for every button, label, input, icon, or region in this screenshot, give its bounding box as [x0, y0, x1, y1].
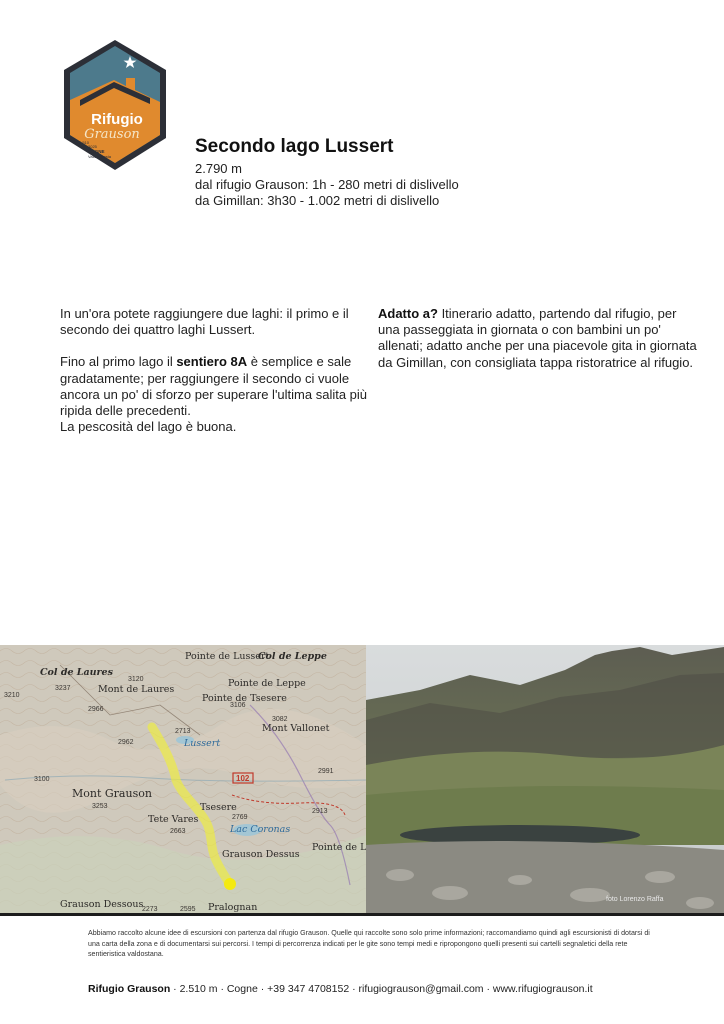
map-elevation-3100: 3100 — [34, 776, 50, 783]
map-elevation-2966: 2966 — [88, 706, 104, 713]
map-label-grauson-dessous: Grauson Dessous — [60, 899, 144, 910]
footer-divider — [0, 913, 724, 916]
logo-name-line1: Rifugio — [91, 111, 143, 128]
map-label-pointe-leppe: Pointe de Leppe — [228, 678, 306, 689]
map-elevation-2273: 2273 — [142, 906, 158, 913]
trail-name: sentiero 8A — [176, 354, 248, 370]
trail-map — [0, 645, 367, 913]
map-label-mont-vallonet: Mont Vallonet — [262, 723, 330, 734]
suitability-heading: Adatto a? — [378, 306, 438, 321]
map-elevation-2962: 2962 — [118, 739, 134, 746]
intro-paragraph: In un'ora potete raggiungere due laghi: il primo e il secondo dei quattro laghi Lussert. — [60, 306, 349, 338]
map-label-mont-grauson: Mont Grauson — [72, 787, 152, 800]
logo-town: COGNE — [88, 149, 105, 154]
trail-text-end: è semplice e sale gradatamente; per raggiungere il secondo ci vuole ancora un po' di sforzo per superare l'ultima salita più ripida delle precedenti. — [60, 354, 368, 419]
suitability-text: Itinerario adatto, partendo dal rifugio, per una passeggiata in giornata o con bambini un po' allenati; adatto anche per una piacevole gita in giornata da Gimillan, con consigliata tappa ristoratrice al rifugio. — [378, 306, 697, 370]
map-label-grauson-dessus: Grauson Dessus — [222, 849, 300, 860]
map-label-col-leppe: Col de Leppe — [258, 651, 327, 662]
map-label-mont-laures: Mont de Laures — [98, 684, 175, 695]
map-elevation-2713: 2713 — [175, 728, 191, 735]
map-elevation-3082: 3082 — [272, 716, 288, 723]
description-right — [378, 306, 698, 371]
page-title: Secondo lago Lussert — [195, 136, 394, 157]
map-label-pointe-tsesere: Pointe de Tsesere — [202, 693, 287, 704]
route-from-refuge: dal rifugio Grauson: 1h - 280 metri di dislivello — [195, 177, 459, 192]
map-label-lussert: Lussert — [184, 738, 221, 749]
suitability-paragraph — [378, 306, 698, 371]
fishing-note: La pescosità del lago è buona. — [60, 419, 237, 435]
images-strip — [0, 645, 724, 913]
map-elevation-2991: 2991 — [318, 768, 334, 775]
route-from-gimillan: da Gimillan: 3h30 - 1.002 metri di dislivello — [195, 193, 440, 208]
description-left — [60, 306, 370, 435]
contact-name: Rifugio Grauson — [88, 983, 171, 995]
logo-altitude: 2.510 — [79, 140, 90, 145]
altitude-line: 2.790 m — [195, 161, 242, 176]
contact-details: · 2.510 m · Cogne · +39 347 4708152 · rifugiograuson@gmail.com · www.rifugiograuson.it — [170, 983, 593, 995]
map-label-col-laures: Col de Laures — [40, 667, 113, 678]
map-elevation-3210: 3210 — [4, 692, 20, 699]
map-trail-number: 102 — [236, 774, 250, 783]
logo-name-line2: Grauson — [84, 127, 140, 142]
map-elevation-2769: 2769 — [232, 814, 248, 821]
map-elevation-2663: 2663 — [170, 828, 186, 835]
map-elevation-3106: 3106 — [230, 702, 246, 709]
logo-region: Valle d'Aosta — [88, 154, 111, 159]
title-block — [195, 136, 459, 209]
map-label-tsesere: Tsesere — [200, 802, 237, 813]
map-label-pointe-l: Pointe de L — [312, 842, 367, 853]
trail-text-start: Fino al primo lago il — [60, 354, 177, 370]
map-label-tete-vares: Tete Vares — [148, 814, 199, 825]
map-label-lac-coronas: Lac Coronas — [230, 824, 291, 835]
lake-photo — [366, 645, 724, 913]
map-label-pointe-lussert: Pointe de Lussert — [185, 651, 270, 662]
map-elevation-3237: 3237 — [55, 685, 71, 692]
map-elevation-2913: 2913 — [312, 808, 328, 815]
footer-disclaimer: Abbiamo raccolto alcune idee di escursioni con partenza dal rifugio Grauson. Quelle qui raccolte sono solo prime informazioni; raccomandiamo quindi agli escursionisti di dotarsi di una carta della zona e di documentarsi sui percorsi. I tempi di percorrenza indicati per le gite sono tempi medi e ripropongono quelli presenti sui cartelli segnaletici della rete sentieristica valdostana. — [88, 929, 650, 958]
trail-paragraph — [60, 354, 370, 419]
photo-credit: foto Lorenzo Raffa — [606, 896, 664, 903]
footer-contact — [88, 983, 593, 995]
map-label-pralognan: Pralognan — [208, 902, 258, 913]
logo-code: 3025 — [88, 144, 97, 149]
map-elevation-3253: 3253 — [92, 803, 108, 810]
refuge-logo — [60, 38, 170, 172]
map-elevation-2595: 2595 — [180, 906, 196, 913]
map-elevation-3120: 3120 — [128, 676, 144, 683]
